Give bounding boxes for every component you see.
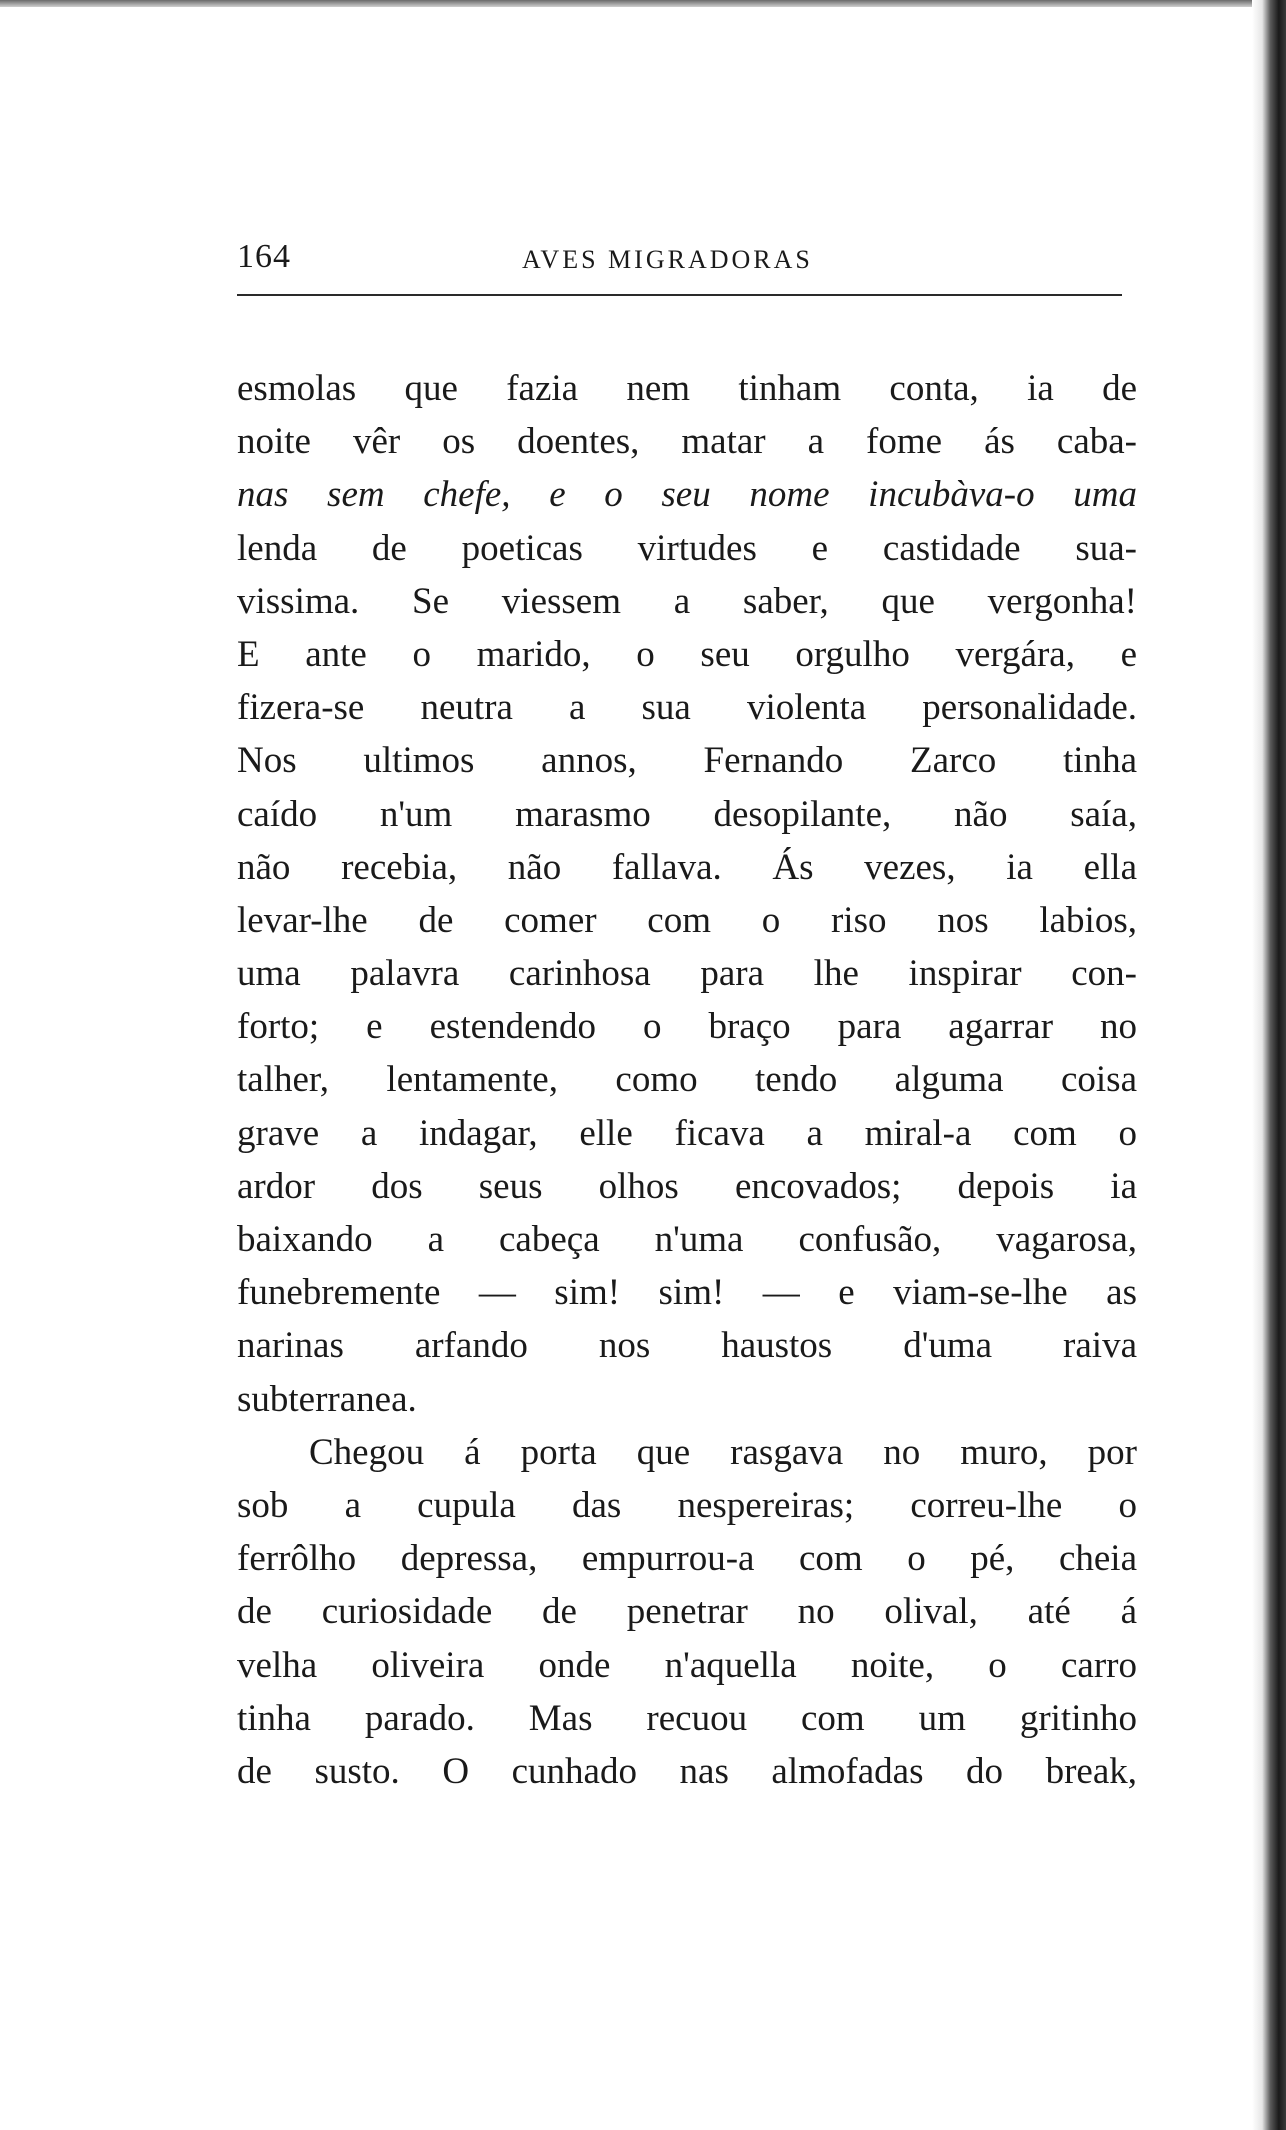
text-line: subterranea. bbox=[237, 1378, 417, 1420]
text-line: talher, lentamente, como tendo alguma coisa bbox=[237, 1059, 1137, 1101]
book-spine bbox=[1262, 0, 1286, 2130]
text-line: noite vêr os doentes, matar a fome ás caba- bbox=[237, 421, 1137, 463]
text-line: ardor dos seus olhos encovados; depois ia bbox=[237, 1165, 1137, 1207]
paragraph-start-line: Chegou á porta que rasgava no muro, por bbox=[309, 1431, 1137, 1473]
text-line: não recebia, não fallava. Ás vezes, ia ella bbox=[237, 846, 1137, 888]
text-line: de curiosidade de penetrar no olival, até á bbox=[237, 1591, 1137, 1633]
text-line: lenda de poeticas virtudes e castidade sua- bbox=[237, 527, 1137, 569]
text-line: levar-lhe de comer com o riso nos labios, bbox=[237, 899, 1137, 941]
text-line: narinas arfando nos haustos d'uma raiva bbox=[237, 1325, 1137, 1367]
text-line: esmolas que fazia nem tinham conta, ia de bbox=[237, 368, 1137, 409]
text-line: E ante o marido, o seu orgulho vergára, e bbox=[237, 633, 1137, 675]
text-line: sob a cupula das nespereiras; correu-lhe o bbox=[237, 1484, 1137, 1526]
text-line: grave a indagar, elle ficava a miral-a com o bbox=[237, 1112, 1137, 1154]
text-line: ferrôlho depressa, empurrou-a com o pé, cheia bbox=[237, 1538, 1137, 1580]
text-line: caído n'um marasmo desopilante, não saía, bbox=[237, 793, 1137, 835]
text-line: Nos ultimos annos, Fernando Zarco tinha bbox=[237, 740, 1137, 782]
text-line: tinha parado. Mas recuou com um gritinho bbox=[237, 1697, 1137, 1739]
text-line: forto; e estendendo o braço para agarrar no bbox=[237, 1006, 1137, 1048]
running-header bbox=[237, 228, 1122, 288]
text-line: baixando a cabeça n'uma confusão, vagarosa, bbox=[237, 1219, 1137, 1260]
running-title: AVES MIGRADORAS bbox=[522, 245, 813, 274]
text-line: nas sem chefe, e o seu nome incubàva-o uma bbox=[237, 474, 1137, 516]
binding-shadow bbox=[1252, 0, 1262, 2130]
text-line: velha oliveira onde n'aquella noite, o carro bbox=[237, 1644, 1137, 1686]
header-rule bbox=[237, 294, 1122, 296]
text-line: fizera-se neutra a sua violenta personalidade. bbox=[237, 687, 1137, 729]
text-line: vissima. Se viessem a saber, que vergonha! bbox=[237, 580, 1137, 622]
text-line: funebremente — sim! sim! — e viam-se-lhe as bbox=[237, 1272, 1137, 1314]
body-text bbox=[237, 362, 1137, 1798]
page-top-edge bbox=[0, 0, 1286, 7]
page-number: 164 bbox=[237, 238, 291, 275]
text-line: de susto. O cunhado nas almofadas do break, bbox=[237, 1750, 1137, 1792]
text-line: uma palavra carinhosa para lhe inspirar con- bbox=[237, 953, 1137, 995]
